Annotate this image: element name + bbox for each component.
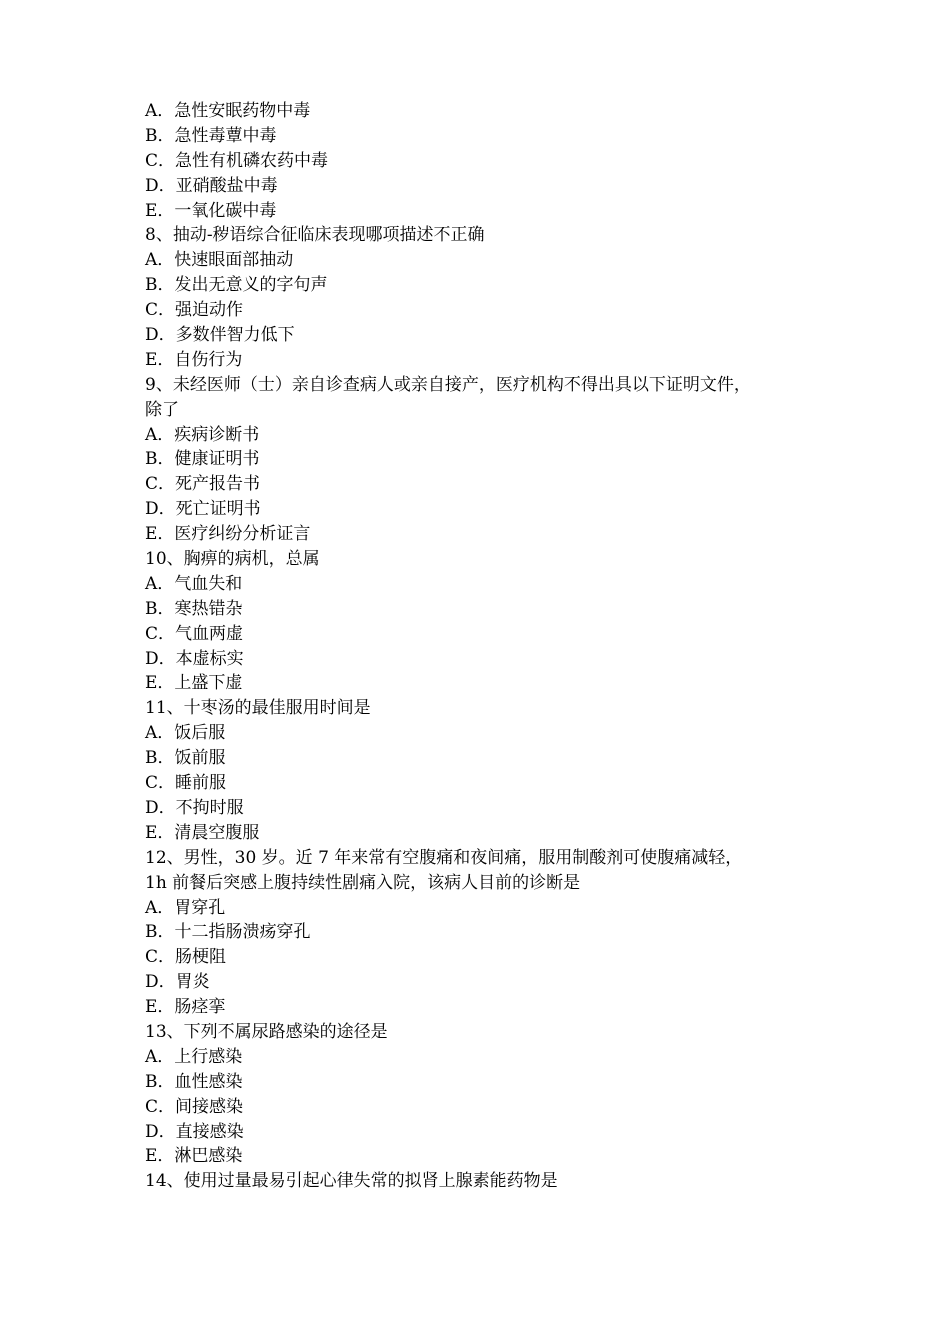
option-a: A．急性安眠药物中毒 <box>145 101 311 121</box>
option-a: A．胃穿孔 <box>145 897 226 918</box>
option-c: C．肠梗阻 <box>145 947 227 968</box>
option-b: B．血性感染 <box>145 1071 243 1092</box>
question-block-11 <box>145 696 810 845</box>
option-d: D．死亡证明书 <box>145 499 261 520</box>
question-text: 10、胸痹的病机，总属 <box>145 549 320 570</box>
option-c: C．间接感染 <box>145 1096 244 1117</box>
question-block-14 <box>145 1169 810 1194</box>
option-a: A．气血失和 <box>145 573 243 594</box>
option-a: A．快速眼面部抽动 <box>145 250 294 271</box>
question-text-line-1: 12、男性，30 岁。近 7 年来常有空腹痛和夜间痛，服用制酸剂可使腹痛减轻， <box>145 847 743 868</box>
question-block-13 <box>145 1020 810 1169</box>
option-b: B．寒热错杂 <box>145 598 243 619</box>
option-d: D．多数伴智力低下 <box>145 325 295 346</box>
option-b: B．饭前服 <box>145 748 226 769</box>
question-block-8 <box>145 223 810 372</box>
option-e: E．上盛下虚 <box>145 673 243 694</box>
question-text-line-2: 1h 前餐后突感上腹持续性剧痛入院，该病人目前的诊断是 <box>145 872 581 893</box>
question-block-9 <box>145 373 810 547</box>
option-d: D．本虚标实 <box>145 648 244 669</box>
option-c: C．气血两虚 <box>145 623 244 644</box>
option-e: E．医疗纠纷分析证言 <box>145 524 311 545</box>
option-c: C．死产报告书 <box>145 474 261 495</box>
option-a: A．饭后服 <box>145 723 226 744</box>
option-b: B．发出无意义的字句声 <box>145 275 328 296</box>
question-text: 11、十枣汤的最佳服用时间是 <box>145 698 371 719</box>
question-text: 13、下列不属尿路感染的途径是 <box>145 1021 388 1042</box>
option-d: D．亚硝酸盐中毒 <box>145 175 278 196</box>
option-d: D．直接感染 <box>145 1121 244 1142</box>
option-a: A．上行感染 <box>145 1046 243 1067</box>
option-e: E．淋巴感染 <box>145 1146 243 1167</box>
option-b: B．急性毒蕈中毒 <box>145 125 277 146</box>
question-text-line-2: 除了 <box>145 399 179 420</box>
option-d: D．胃炎 <box>145 972 210 993</box>
question-block-12 <box>145 846 810 1020</box>
question-block-10 <box>145 547 810 696</box>
option-e: E．自伤行为 <box>145 349 243 370</box>
option-e: E．清晨空腹服 <box>145 822 260 843</box>
option-a: A．疾病诊断书 <box>145 424 260 445</box>
option-b: B．健康证明书 <box>145 449 260 470</box>
option-e: E．肠痉挛 <box>145 997 226 1018</box>
question-text: 14、使用过量最易引起心律失常的拟肾上腺素能药物是 <box>145 1171 558 1192</box>
document-page <box>145 99 810 1194</box>
question-text: 8、抽动-秽语综合征临床表现哪项描述不正确 <box>145 225 485 246</box>
option-c: C．睡前服 <box>145 773 227 794</box>
question-text-line-1: 9、未经医师（士）亲自诊查病人或亲自接产，医疗机构不得出具以下证明文件， <box>145 374 751 395</box>
option-b: B．十二指肠溃疡穿孔 <box>145 922 311 943</box>
option-c: C．急性有机磷农药中毒 <box>145 150 329 171</box>
option-c: C．强迫动作 <box>145 300 244 321</box>
option-d: D．不拘时服 <box>145 797 244 818</box>
question-block-7 <box>145 99 810 223</box>
option-e: E．一氧化碳中毒 <box>145 200 277 221</box>
